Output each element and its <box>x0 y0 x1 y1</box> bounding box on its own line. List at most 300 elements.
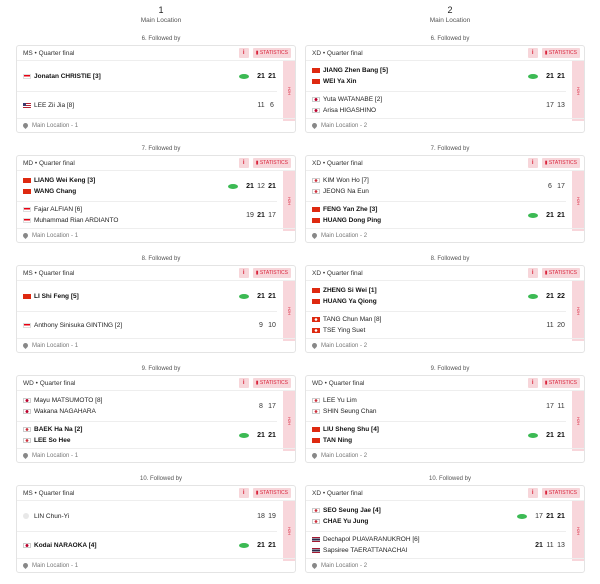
match-card-header <box>17 156 295 170</box>
court-location-label: Main Location - 1 <box>32 342 79 349</box>
player-name: Jonatan CHRISTIE [3] <box>34 72 101 80</box>
player[interactable] <box>312 175 566 186</box>
court-location-label: Main Location - 2 <box>321 562 368 569</box>
match-card-header <box>17 486 295 500</box>
h2h-button[interactable]: H2H <box>572 391 584 451</box>
match-order: 8. Followed by <box>141 256 181 262</box>
team-row <box>23 65 277 87</box>
location-pin-icon <box>311 562 318 569</box>
chart-icon: ▮ <box>544 380 549 386</box>
score-group <box>544 94 566 116</box>
game-score: 21 <box>535 541 543 549</box>
match-card-header <box>17 266 295 280</box>
winner-dot-icon <box>528 294 538 299</box>
flag-icon <box>312 398 320 403</box>
player[interactable] <box>312 325 566 336</box>
statistics-button[interactable] <box>542 268 580 278</box>
match-block <box>16 140 306 250</box>
flag-icon <box>312 207 320 212</box>
match-card-footer <box>17 558 295 572</box>
game-score: 21 <box>546 211 554 219</box>
chart-icon: ▮ <box>255 490 260 496</box>
winner-dot-icon <box>528 433 538 438</box>
statistics-label: STATISTICS <box>259 50 288 56</box>
player-name: JIANG Zhen Bang [5] <box>323 67 389 74</box>
player-name: HUANG Dong Ping <box>323 217 382 224</box>
chart-icon: ▮ <box>255 270 260 276</box>
location-pin-icon <box>22 122 29 129</box>
game-score: 17 <box>546 101 554 109</box>
statistics-button[interactable] <box>253 488 291 498</box>
court-location-label: Main Location - 1 <box>32 232 79 239</box>
match-card-header <box>17 376 295 390</box>
player[interactable] <box>312 406 566 417</box>
match-block <box>16 250 306 360</box>
h2h-button[interactable]: H2H <box>283 391 295 451</box>
score-group <box>516 505 566 527</box>
team-row <box>23 395 277 417</box>
game-score: 18 <box>257 512 265 520</box>
game-score: 17 <box>268 402 276 410</box>
statistics-button[interactable] <box>253 48 291 58</box>
game-score: 21 <box>557 431 565 439</box>
info-button[interactable]: i <box>528 268 538 278</box>
match-title: MS • Quarter final <box>23 49 75 57</box>
flag-icon <box>23 178 31 183</box>
h2h-button[interactable]: H2H <box>572 501 584 561</box>
game-score: 6 <box>270 101 274 109</box>
team-row <box>23 94 277 116</box>
score-group <box>527 65 566 87</box>
player-name: Mayu MATSUMOTO [8] <box>34 397 103 404</box>
game-score: 21 <box>257 541 265 549</box>
statistics-button[interactable] <box>542 158 580 168</box>
game-score: 11 <box>546 321 554 329</box>
game-score: 12 <box>257 182 265 190</box>
team-row <box>23 534 277 556</box>
game-score: 11 <box>257 101 265 109</box>
h2h-button[interactable]: H2H <box>283 171 295 231</box>
winner-dot-icon <box>517 514 527 519</box>
divider <box>306 91 566 92</box>
game-score: 21 <box>546 512 554 520</box>
info-button[interactable]: i <box>528 488 538 498</box>
score-group <box>255 505 277 527</box>
player-name: LIN Chun-Yi <box>34 512 70 520</box>
match-card-body <box>306 500 584 560</box>
statistics-label: STATISTICS <box>548 270 577 276</box>
team-row <box>312 395 566 417</box>
match-card-footer <box>17 338 295 352</box>
statistics-label: STATISTICS <box>259 380 288 386</box>
flag-icon <box>23 438 31 443</box>
player-name: Kodai NARAOKA [4] <box>34 541 97 549</box>
winner-dot-icon <box>228 184 238 189</box>
statistics-button[interactable] <box>253 268 291 278</box>
h2h-button[interactable]: H2H <box>572 61 584 121</box>
court-number: 1 <box>158 5 164 15</box>
info-button[interactable]: i <box>239 48 249 58</box>
game-score: 21 <box>257 72 265 80</box>
flag-icon <box>312 438 320 443</box>
match-title: XD • Quarter final <box>312 489 363 497</box>
statistics-label: STATISTICS <box>548 380 577 386</box>
match-card-header <box>306 486 584 500</box>
player[interactable] <box>312 94 566 105</box>
match-block <box>305 360 595 470</box>
divider <box>306 531 566 532</box>
player-name: SHIN Seung Chan <box>323 408 377 415</box>
match-card-body <box>17 170 295 230</box>
statistics-label: STATISTICS <box>259 490 288 496</box>
match-block <box>16 470 306 580</box>
winner-dot-icon <box>239 294 249 299</box>
score-group <box>255 314 277 336</box>
game-score: 11 <box>557 402 565 410</box>
player-name: Wakana NAGAHARA <box>34 408 96 415</box>
match-card-body <box>306 170 584 230</box>
team-row <box>312 65 566 87</box>
match-card[interactable] <box>305 265 585 353</box>
team-row <box>23 285 277 307</box>
player-name: WANG Chang <box>34 188 77 195</box>
player-name: TAN Ning <box>323 437 353 444</box>
score-group <box>544 314 566 336</box>
match-card[interactable] <box>16 45 296 133</box>
match-order: 9. Followed by <box>141 366 181 372</box>
team-row <box>312 175 566 197</box>
score-group <box>255 94 277 116</box>
location-pin-icon <box>22 342 29 349</box>
game-score: 21 <box>268 541 276 549</box>
divider <box>306 201 566 202</box>
match-order: 8. Followed by <box>430 256 470 262</box>
game-score: 21 <box>246 182 254 190</box>
match-title: MS • Quarter final <box>23 489 75 497</box>
team-row <box>312 505 566 527</box>
court-location: Main Location <box>140 17 182 24</box>
player-name: Fajar ALFIAN [6] <box>34 206 83 213</box>
divider <box>306 311 566 312</box>
flag-icon <box>312 108 320 113</box>
match-card-footer <box>306 228 584 242</box>
score-group <box>238 534 277 556</box>
player-name: Arisa HIGASHINO <box>323 107 377 114</box>
court-number: 2 <box>447 5 453 15</box>
player[interactable] <box>23 314 277 336</box>
match-card[interactable] <box>305 155 585 243</box>
player-name: Dechapol PUAVARANUKROH [6] <box>323 536 420 543</box>
chart-icon: ▮ <box>255 50 260 56</box>
court-location-label: Main Location - 2 <box>321 232 368 239</box>
game-score: 6 <box>548 182 552 190</box>
flag-icon <box>312 427 320 432</box>
flag-icon <box>23 74 31 79</box>
match-order: 9. Followed by <box>430 366 470 372</box>
player[interactable] <box>23 94 277 116</box>
flag-icon <box>312 317 320 322</box>
match-card[interactable] <box>305 485 585 573</box>
game-score: 9 <box>259 321 263 329</box>
flag-icon <box>23 103 31 108</box>
team-row <box>23 314 277 336</box>
flag-icon <box>23 427 31 432</box>
player-name: Sapsiree TAERATTANACHAI <box>323 547 408 554</box>
match-card-footer <box>17 118 295 132</box>
flag-icon <box>312 508 320 513</box>
team-row <box>312 285 566 307</box>
player-name: JEONG Na Eun <box>323 188 369 195</box>
h2h-button[interactable]: H2H <box>572 281 584 341</box>
flag-icon <box>23 323 31 328</box>
flag-icon <box>23 398 31 403</box>
chart-icon: ▮ <box>544 490 549 496</box>
game-score: 10 <box>268 321 276 329</box>
flag-icon <box>23 513 29 519</box>
player[interactable] <box>312 105 566 116</box>
team-row <box>312 94 566 116</box>
court-column <box>305 0 595 580</box>
game-score: 17 <box>546 402 554 410</box>
player[interactable] <box>23 395 277 406</box>
info-button[interactable]: i <box>239 158 249 168</box>
match-card-footer <box>306 448 584 462</box>
match-card-header <box>306 266 584 280</box>
statistics-label: STATISTICS <box>548 490 577 496</box>
flag-icon <box>23 543 31 548</box>
match-order: 6. Followed by <box>430 36 470 42</box>
flag-icon <box>23 294 31 299</box>
player-name: LI Shi Feng [5] <box>34 292 79 300</box>
game-score: 19 <box>246 211 254 219</box>
player[interactable] <box>23 406 277 417</box>
flag-icon <box>312 68 320 73</box>
flag-icon <box>23 218 31 223</box>
flag-icon <box>312 218 320 223</box>
court-location-label: Main Location - 2 <box>321 342 368 349</box>
court-location-label: Main Location - 1 <box>32 452 79 459</box>
player-name: TANG Chun Man [8] <box>323 316 382 323</box>
flag-icon <box>312 299 320 304</box>
flag-icon <box>23 207 31 212</box>
match-card[interactable] <box>16 485 296 573</box>
winner-dot-icon <box>239 543 249 548</box>
team-row <box>23 505 277 527</box>
player-name: Anthony Sinisuka GINTING [2] <box>34 321 123 329</box>
flag-icon <box>312 178 320 183</box>
match-order: 6. Followed by <box>141 36 181 42</box>
match-card-body <box>306 60 584 120</box>
match-card-body <box>306 390 584 450</box>
flag-icon <box>23 409 31 414</box>
match-card-footer <box>17 228 295 242</box>
player-name: BAEK Ha Na [2] <box>34 426 83 433</box>
player-name: FENG Yan Zhe [3] <box>323 206 378 213</box>
player-name: Muhammad Rian ARDIANTO <box>34 217 119 224</box>
match-title: MD • Quarter final <box>23 159 75 167</box>
player-name: WEI Ya Xin <box>323 78 357 85</box>
score-group <box>527 424 566 446</box>
match-order: 10. Followed by <box>428 476 472 482</box>
match-card-header <box>306 376 584 390</box>
game-score: 21 <box>557 211 565 219</box>
player[interactable] <box>312 534 566 545</box>
statistics-button[interactable] <box>253 158 291 168</box>
player[interactable] <box>312 545 566 556</box>
game-score: 19 <box>268 512 276 520</box>
player[interactable] <box>23 215 277 226</box>
flag-icon <box>312 409 320 414</box>
player[interactable] <box>312 186 566 197</box>
match-card-header <box>306 46 584 60</box>
chart-icon: ▮ <box>544 50 549 56</box>
match-order: 10. Followed by <box>139 476 183 482</box>
court-column <box>16 0 306 580</box>
game-score: 21 <box>268 292 276 300</box>
flag-icon <box>312 79 320 84</box>
player-name: SEO Seung Jae [4] <box>323 507 381 514</box>
match-block <box>305 30 595 140</box>
player[interactable] <box>312 395 566 406</box>
team-row <box>312 314 566 336</box>
player-name: LEE So Hee <box>34 437 71 444</box>
match-card-footer <box>306 558 584 572</box>
match-card-body <box>17 280 295 340</box>
player[interactable] <box>312 314 566 325</box>
match-title: XD • Quarter final <box>312 269 363 277</box>
match-card-body <box>306 280 584 340</box>
info-button[interactable]: i <box>239 378 249 388</box>
statistics-button[interactable] <box>542 488 580 498</box>
game-score: 21 <box>257 292 265 300</box>
match-card[interactable] <box>16 155 296 243</box>
match-card-header <box>17 46 295 60</box>
team-row <box>312 424 566 446</box>
score-group <box>527 204 566 226</box>
player[interactable] <box>23 204 277 215</box>
match-card[interactable] <box>16 265 296 353</box>
info-button[interactable]: i <box>239 488 249 498</box>
game-score: 21 <box>557 512 565 520</box>
game-score: 17 <box>268 211 276 219</box>
location-pin-icon <box>311 122 318 129</box>
team-row <box>23 175 277 197</box>
divider <box>306 421 566 422</box>
location-pin-icon <box>22 452 29 459</box>
score-group <box>244 204 277 226</box>
h2h-button[interactable]: H2H <box>283 61 295 121</box>
h2h-button[interactable]: H2H <box>283 501 295 561</box>
team-row <box>23 424 277 446</box>
winner-dot-icon <box>528 74 538 79</box>
info-button[interactable]: i <box>528 48 538 58</box>
statistics-button[interactable] <box>253 378 291 388</box>
match-title: XD • Quarter final <box>312 159 363 167</box>
divider <box>17 311 277 312</box>
match-block <box>305 470 595 580</box>
team-row <box>312 204 566 226</box>
match-card-footer <box>306 118 584 132</box>
player-name: ZHENG Si Wei [1] <box>323 287 377 294</box>
location-pin-icon <box>311 232 318 239</box>
game-score: 17 <box>535 512 543 520</box>
team-row <box>23 204 277 226</box>
court-location-label: Main Location - 1 <box>32 122 79 129</box>
info-button[interactable]: i <box>528 378 538 388</box>
game-score: 8 <box>259 402 263 410</box>
match-order: 7. Followed by <box>141 146 181 152</box>
game-score: 20 <box>557 321 565 329</box>
player-name: Yuta WATANABE [2] <box>323 96 383 103</box>
score-group <box>238 65 277 87</box>
chart-icon: ▮ <box>255 380 260 386</box>
flag-icon <box>312 328 320 333</box>
score-group <box>238 424 277 446</box>
winner-dot-icon <box>239 74 249 79</box>
winner-dot-icon <box>239 433 249 438</box>
game-score: 21 <box>546 292 554 300</box>
game-score: 21 <box>257 211 265 219</box>
info-button[interactable]: i <box>239 268 249 278</box>
match-card[interactable] <box>305 45 585 133</box>
match-card-footer <box>17 448 295 462</box>
player[interactable] <box>23 505 277 527</box>
chart-icon: ▮ <box>255 160 260 166</box>
match-block <box>16 30 306 140</box>
score-group <box>227 175 277 197</box>
match-card-body <box>17 390 295 450</box>
chart-icon: ▮ <box>544 270 549 276</box>
location-pin-icon <box>22 232 29 239</box>
player-name: LEE Yu Lim <box>323 397 357 404</box>
game-score: 21 <box>546 72 554 80</box>
h2h-button[interactable]: H2H <box>572 171 584 231</box>
player-name: LIANG Wei Keng [3] <box>34 177 96 184</box>
match-card-body <box>17 500 295 560</box>
match-block <box>16 360 306 470</box>
statistics-label: STATISTICS <box>259 270 288 276</box>
game-score: 21 <box>268 72 276 80</box>
player-name: LEE Zii Jia [8] <box>34 101 75 109</box>
game-score: 21 <box>546 431 554 439</box>
flag-icon <box>23 189 31 194</box>
game-score: 17 <box>557 182 565 190</box>
match-title: WD • Quarter final <box>312 379 365 387</box>
flag-icon <box>312 189 320 194</box>
match-card[interactable] <box>16 375 296 463</box>
court-location-label: Main Location - 2 <box>321 452 368 459</box>
winner-dot-icon <box>528 213 538 218</box>
game-score: 11 <box>546 541 554 549</box>
divider <box>17 91 277 92</box>
statistics-button[interactable] <box>542 48 580 58</box>
statistics-label: STATISTICS <box>548 160 577 166</box>
flag-icon <box>312 537 320 542</box>
score-group <box>544 395 566 417</box>
statistics-button[interactable] <box>542 378 580 388</box>
h2h-button[interactable]: H2H <box>283 281 295 341</box>
game-score: 22 <box>557 292 565 300</box>
divider <box>17 531 277 532</box>
info-button[interactable]: i <box>528 158 538 168</box>
chart-icon: ▮ <box>544 160 549 166</box>
match-card[interactable] <box>305 375 585 463</box>
divider <box>17 421 277 422</box>
flag-icon <box>312 288 320 293</box>
divider <box>17 201 277 202</box>
player-name: HUANG Ya Qiong <box>323 298 377 305</box>
game-score: 21 <box>557 72 565 80</box>
